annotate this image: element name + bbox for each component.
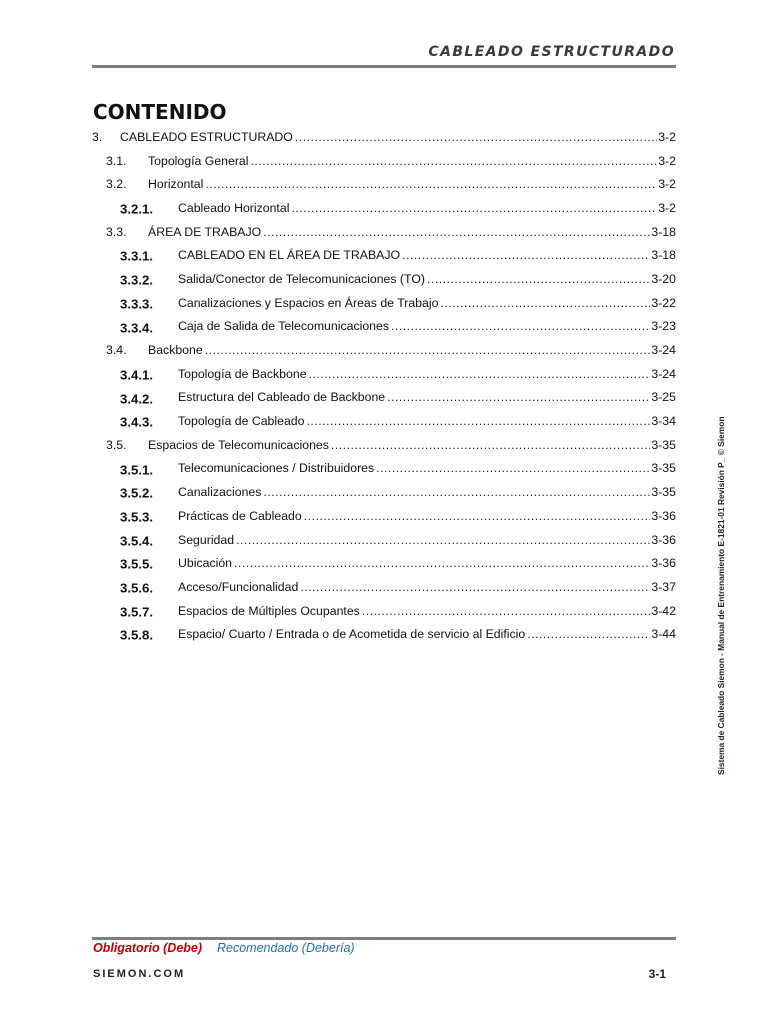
- toc-entry-line: [178, 556, 676, 570]
- toc-entry-line: [178, 296, 676, 310]
- toc-entry-title: Topología de Cableado: [178, 414, 305, 429]
- toc-entry-page: 3-24: [651, 366, 676, 381]
- toc-entry-title: Horizontal: [148, 177, 204, 192]
- toc-entry-number: 3.5.2.: [120, 485, 153, 501]
- toc-entry-title: Canalizaciones y Espacios en Áreas de Trabajo: [178, 295, 439, 310]
- toc-entry-page: 3-18: [651, 224, 676, 239]
- toc-entry-number: 3.2.1.: [120, 201, 153, 217]
- toc-entry-number: 3.5.5.: [120, 556, 153, 572]
- toc-entry-number: 3.5.7.: [120, 604, 153, 620]
- toc-entry-title: Backbone: [148, 343, 203, 358]
- side-note: Sistema de Cableado Siemon - Manual de Entrenamiento E-1821-01 Revisión P_ © Siemon: [716, 416, 726, 775]
- toc-dot-leader: [427, 272, 650, 286]
- toc-entry[interactable]: [92, 409, 676, 433]
- side-note-fragment: · · · ·: [728, 752, 733, 775]
- toc-entry-line: [178, 390, 676, 404]
- toc-entry-line: [148, 225, 676, 239]
- toc-entry[interactable]: [92, 315, 676, 339]
- toc-entry[interactable]: [92, 622, 676, 646]
- toc-entry-line: [178, 319, 676, 333]
- toc-entry-line: [178, 414, 676, 428]
- toc-entry-number: 3.5.: [106, 437, 127, 452]
- toc-entry-line: [148, 154, 676, 168]
- toc-dot-leader: [300, 580, 650, 594]
- toc-dot-leader: [304, 509, 651, 523]
- toc-entry-page: 3-24: [651, 343, 676, 358]
- toc-entry-number: 3.5.1.: [120, 462, 153, 478]
- toc-entry[interactable]: [92, 433, 676, 457]
- toc-dot-leader: [263, 485, 650, 499]
- toc-dot-leader: [362, 604, 651, 618]
- toc-entry-number: 3.5.3.: [120, 509, 153, 525]
- toc-entry[interactable]: [92, 243, 676, 267]
- toc-entry-title: ÁREA DE TRABAJO: [148, 224, 262, 239]
- toc-entry-page: 3-36: [651, 508, 676, 523]
- toc-entry-number: 3.3.3.: [120, 296, 153, 312]
- toc-dot-leader: [527, 627, 650, 641]
- toc-entry-number: 3.5.4.: [120, 533, 153, 549]
- toc-dot-leader: [309, 367, 651, 381]
- toc-entry-page: 3-22: [651, 295, 676, 310]
- toc-entry-page: 3-37: [651, 579, 676, 594]
- running-header-title: CABLEADO ESTRUCTURADO: [428, 44, 675, 60]
- toc-entry-title: Prácticas de Cableado: [178, 508, 302, 523]
- toc-entry-title: Salida/Conector de Telecomunicaciones (TO): [178, 271, 425, 286]
- toc-entry-page: 3-44: [651, 627, 676, 642]
- toc-entry[interactable]: [92, 291, 676, 315]
- header-divider: [92, 65, 676, 68]
- toc-entry-title: Estructura del Cableado de Backbone: [178, 390, 386, 405]
- toc-entry-line: [178, 248, 676, 262]
- toc-entry[interactable]: [92, 386, 676, 410]
- table-of-contents: [92, 125, 676, 646]
- toc-entry-number: 3.3.1.: [120, 248, 153, 264]
- toc-dot-leader: [387, 390, 650, 404]
- brand-url: SIEMON.COM: [93, 968, 186, 980]
- toc-entry[interactable]: [92, 196, 676, 220]
- toc-dot-leader: [307, 414, 651, 428]
- toc-dot-leader: [376, 461, 650, 475]
- toc-entry-page: 3-18: [651, 248, 676, 263]
- toc-entry-number: 3.3.: [106, 224, 127, 239]
- page-number: 3-1: [648, 967, 666, 981]
- toc-dot-leader: [440, 296, 650, 310]
- toc-entry-line: [178, 367, 676, 381]
- toc-entry-page: 3-2: [658, 129, 676, 144]
- toc-entry-line: [178, 509, 676, 523]
- toc-entry-title: Ubicación: [178, 556, 232, 571]
- toc-entry-number: 3.5.6.: [120, 580, 153, 596]
- toc-entry-line: [178, 272, 676, 286]
- toc-entry-title: Acceso/Funcionalidad: [178, 579, 299, 594]
- toc-dot-leader: [331, 438, 650, 452]
- toc-entry[interactable]: [92, 575, 676, 599]
- toc-entry-line: [178, 604, 676, 618]
- toc-entry-line: [178, 461, 676, 475]
- toc-entry-page: 3-35: [651, 437, 676, 452]
- toc-entry-line: [178, 201, 676, 215]
- toc-entry-title: Topología de Backbone: [178, 366, 307, 381]
- toc-entry-line: [148, 438, 676, 452]
- toc-dot-leader: [205, 343, 651, 357]
- toc-entry-page: 3-35: [651, 485, 676, 500]
- toc-entry-number: 3.4.2.: [120, 391, 153, 407]
- toc-entry-page: 3-36: [651, 556, 676, 571]
- toc-entry-title: Caja de Salida de Telecomunicaciones: [178, 319, 390, 334]
- toc-entry-page: 3-34: [651, 414, 676, 429]
- toc-entry-number: 3.4.3.: [120, 414, 153, 430]
- toc-entry-line: [178, 485, 676, 499]
- toc-entry-page: 3-36: [651, 532, 676, 547]
- toc-entry-title: Topología General: [148, 153, 249, 168]
- toc-entry[interactable]: [92, 480, 676, 504]
- toc-entry-number: 3.: [92, 129, 103, 144]
- toc-entry-number: 3.5.8.: [120, 627, 153, 643]
- toc-entry-title: Canalizaciones: [178, 485, 262, 500]
- toc-dot-leader: [391, 319, 650, 333]
- toc-entry-number: 3.2.: [106, 177, 127, 192]
- toc-entry-line: [120, 130, 676, 144]
- toc-entry-title: CABLEADO EN EL ÁREA DE TRABAJO: [178, 248, 401, 263]
- toc-entry[interactable]: [92, 220, 676, 244]
- toc-entry-page: 3-42: [651, 603, 676, 618]
- toc-dot-leader: [234, 556, 650, 570]
- toc-dot-leader: [291, 201, 657, 215]
- toc-entry-title: CABLEADO ESTRUCTURADO: [120, 129, 293, 144]
- toc-entry[interactable]: [92, 338, 676, 362]
- toc-entry-line: [178, 580, 676, 594]
- footer-divider: [92, 937, 676, 940]
- toc-entry[interactable]: [92, 172, 676, 196]
- toc-entry[interactable]: [92, 267, 676, 291]
- toc-entry-page: 3-25: [651, 390, 676, 405]
- toc-entry-number: 3.3.2.: [120, 272, 153, 288]
- toc-entry[interactable]: [92, 504, 676, 528]
- toc-dot-leader: [402, 248, 650, 262]
- toc-dot-leader: [295, 130, 657, 144]
- toc-entry-number: 3.4.1.: [120, 367, 153, 383]
- toc-entry-page: 3-2: [658, 200, 676, 215]
- toc-entry[interactable]: [92, 149, 676, 173]
- toc-entry[interactable]: [92, 599, 676, 623]
- toc-entry-title: Espacio/ Cuarto / Entrada o de Acometida de servicio al Edificio: [178, 627, 526, 642]
- toc-entry-line: [148, 343, 676, 357]
- toc-entry-number: 3.1.: [106, 153, 127, 168]
- toc-dot-leader: [263, 225, 650, 239]
- toc-entry-line: [178, 627, 676, 641]
- toc-entry-page: 3-2: [658, 177, 676, 192]
- toc-entry[interactable]: [92, 362, 676, 386]
- toc-dot-leader: [236, 533, 650, 547]
- contents-heading: CONTENIDO: [93, 100, 227, 124]
- toc-dot-leader: [205, 177, 657, 191]
- toc-entry-page: 3-23: [651, 319, 676, 334]
- toc-entry-page: 3-2: [658, 153, 676, 168]
- toc-entry[interactable]: [92, 551, 676, 575]
- toc-entry-title: Espacios de Múltiples Ocupantes: [178, 603, 360, 618]
- toc-entry-number: 3.3.4.: [120, 320, 153, 336]
- toc-entry[interactable]: [92, 528, 676, 552]
- toc-entry-page: 3-35: [651, 461, 676, 476]
- toc-entry-title: Espacios de Telecomunicaciones: [148, 437, 329, 452]
- toc-entry-title: Seguridad: [178, 532, 235, 547]
- toc-entry[interactable]: [92, 457, 676, 481]
- toc-dot-leader: [251, 154, 658, 168]
- legend-recommended: Recomendado (Debería): [217, 941, 355, 955]
- legend-required: Obligatorio (Debe): [93, 941, 203, 955]
- toc-entry-title: Cableado Horizontal: [178, 200, 290, 215]
- toc-entry-line: [178, 533, 676, 547]
- toc-entry-page: 3-20: [651, 271, 676, 286]
- toc-entry-line: [148, 177, 676, 191]
- toc-entry-number: 3.4.: [106, 343, 127, 358]
- toc-entry-title: Telecomunicaciones / Distribuidores: [178, 461, 375, 476]
- toc-entry[interactable]: [92, 125, 676, 149]
